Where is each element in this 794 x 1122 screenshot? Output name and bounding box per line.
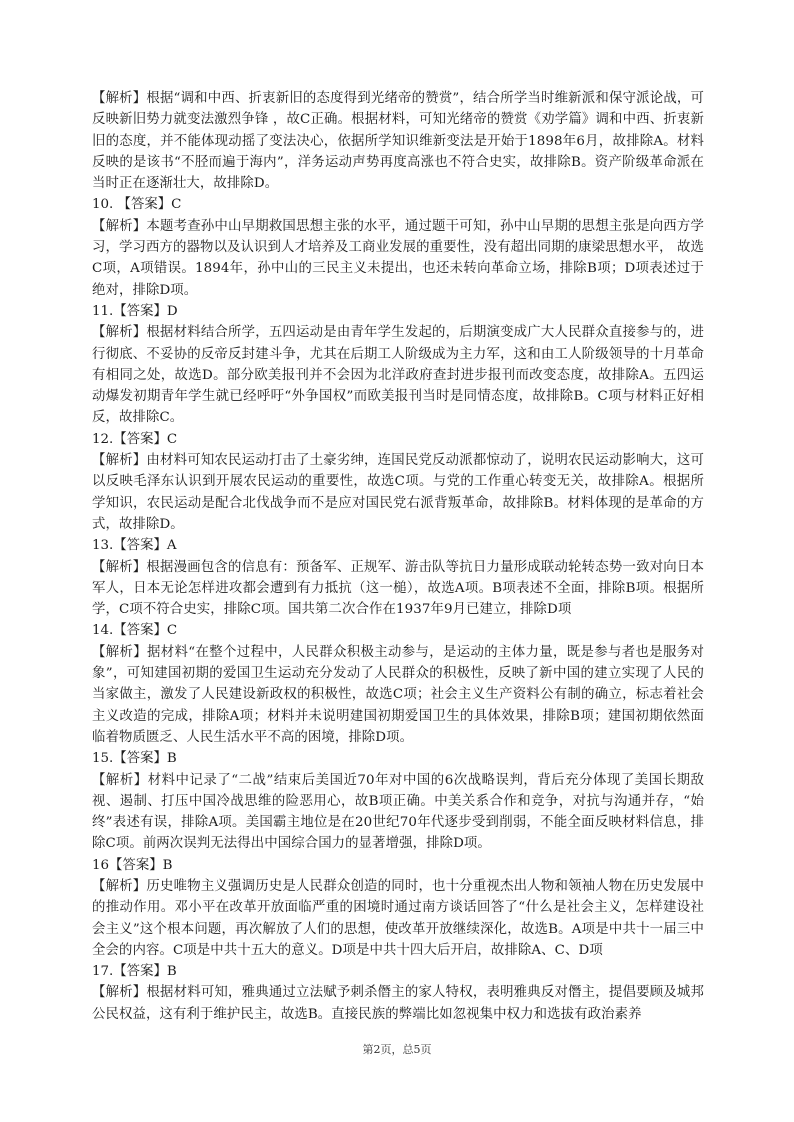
answer-15: 15.【答案】B [92,751,177,767]
answer-16: 16【答案】B [92,857,173,873]
analysis-9: 【解析】根据“调和中西、折衷新旧的态度得到光绪帝的赞赏”，结合所学当时维新派和保守派论战，可反映新旧势力就变法激烈争锋 ，故C正确。根据材料，可知光绪帝的赞赏《劝学篇》调和中西、折衷新旧的态度，并不能体现动摇了变法决心，依据所学知识维新变法是开始于1898年6月，故排除A。材料反映的是该书“不胫而遍于海内”，洋务运动声势再度高涨也不符合史实，故排除B。资产阶级革命派在当时正在逐渐壮大，故排除D。 [92,91,704,192]
analysis-15: 【解析】材料中记录了“二战”结束后美国近70年对中国的6次战略误判，背后充分体现了美国长期敌视、遏制、打压中国冷战思维的险恶用心，故B项正确。中美关系合作和竞争，对抗与沟通并存，“始终”表述有误，排除A项。美国霸主地位是在20世纪70年代逐步受到削弱，不能全面反映材料信息，排除C项。前两次误判无法得出中国综合国力的显著增强，排除D项。 [92,772,704,852]
analysis-13: 【解析】根据漫画包含的信息有：预备军、正规军、游击队等抗日力量形成联动轮转态势一致对向日本军人，日本无论怎样进攻都会遭到有力抵抗（这一槌），故选A项。B项表述不全面，排除B项。根据所学，C项不符合史实，排除C项。国共第二次合作在1937年9月已建立，排除D项 [92,559,704,618]
answer-17: 17.【答案】B [92,964,177,980]
answer-13: 13.【答案】A [92,538,177,554]
analysis-14: 【解析】据材料“在整个过程中，人民群众积极主动参与，是运动的主体力量，既是参与者也是服务对象”，可知建国初期的爱国卫生运动充分发动了人民群众的积极性，反映了新中国的建立实现了人民的当家做主，激发了人民建设新政权的积极性，故选C项；社会主义生产资料公有制的确立，标志着社会主义改造的完成，排除A项；材料并未说明建国初期爱国卫生的具体效果，排除B项；建国初期依然面临着物质匮乏、人民生活水平不高的困境，排除D项。 [92,644,704,745]
answer-11: 11.【答案】D [92,303,178,319]
analysis-10: 【解析】本题考查孙中山早期救国思想主张的水平，通过题干可知，孙中山早期的思想主张是向西方学习，学习西方的器物以及认识到人才培养及工商业发展的重要性，没有超出同期的康梁思想水平， 故选C项，A项错误。1894年，孙中山的三民主义未提出，也还未转向革命立场，排除B项；D项表述过于绝对，排除D项。 [92,218,704,298]
page-footer [0,1043,794,1057]
page-number: 第2页，总5页 [362,1043,432,1056]
analysis-12: 【解析】由材料可知农民运动打击了土豪劣绅，连国民党反动派都惊动了，说明农民运动影响大，这可以反映毛泽东认识到开展农民运动的重要性，故选C项。与党的工作重心转变无关，故排除A。根据所学知识，农民运动是配合北伐战争而不是应对国民党右派背叛革命，故排除B。材料体现的是革命的方式，故排除D。 [92,453,704,532]
analysis-16: 【解析】历史唯物主义强调历史是人民群众创造的同时，也十分重视杰出人物和领袖人物在历史发展中的推动作用。邓小平在改革开放面临严重的困境时通过南方谈话回答了“什么是社会主义，怎样建设社会主义”这个根本问题，再次解放了人们的思想，使改革开放继续深化，故选B。A项是中共十一届三中全会的内容。C项是中共十五大的意义。D项是中共十四大后开启，故排除A、C、D项 [92,878,704,958]
answer-14: 14.【答案】C [92,623,178,639]
document-body [92,88,704,1025]
answer-10: 10. 【答案】C [92,197,182,213]
analysis-11: 【解析】根据材料结合所学，五四运动是由青年学生发起的，后期演变成广大人民群众直接参与的，进行彻底、不妥协的反帝反封建斗争，尤其在后期工人阶级成为主力军，这和由工人阶级领导的十月革命有相同之处，故选D。部分欧美报刊并不会因为北洋政府查封进步报刊而改变态度，故排除A。五四运动爆发初期青年学生就已经呼吁“外争国权”而欧美报刊当时是同情态度，故排除B。C项与材料正好相反，故排除C。 [92,325,704,426]
analysis-17: 【解析】根据材料可知，雅典通过立法赋予刺杀僭主的家人特权，表明雅典反对僭主，提倡要顾及城邦公民权益，这有利于维护民主，故选B。直接民族的弊端比如忽视集中权力和选拔有政治素养 [92,985,704,1022]
answer-12: 12.【答案】C [92,431,178,447]
